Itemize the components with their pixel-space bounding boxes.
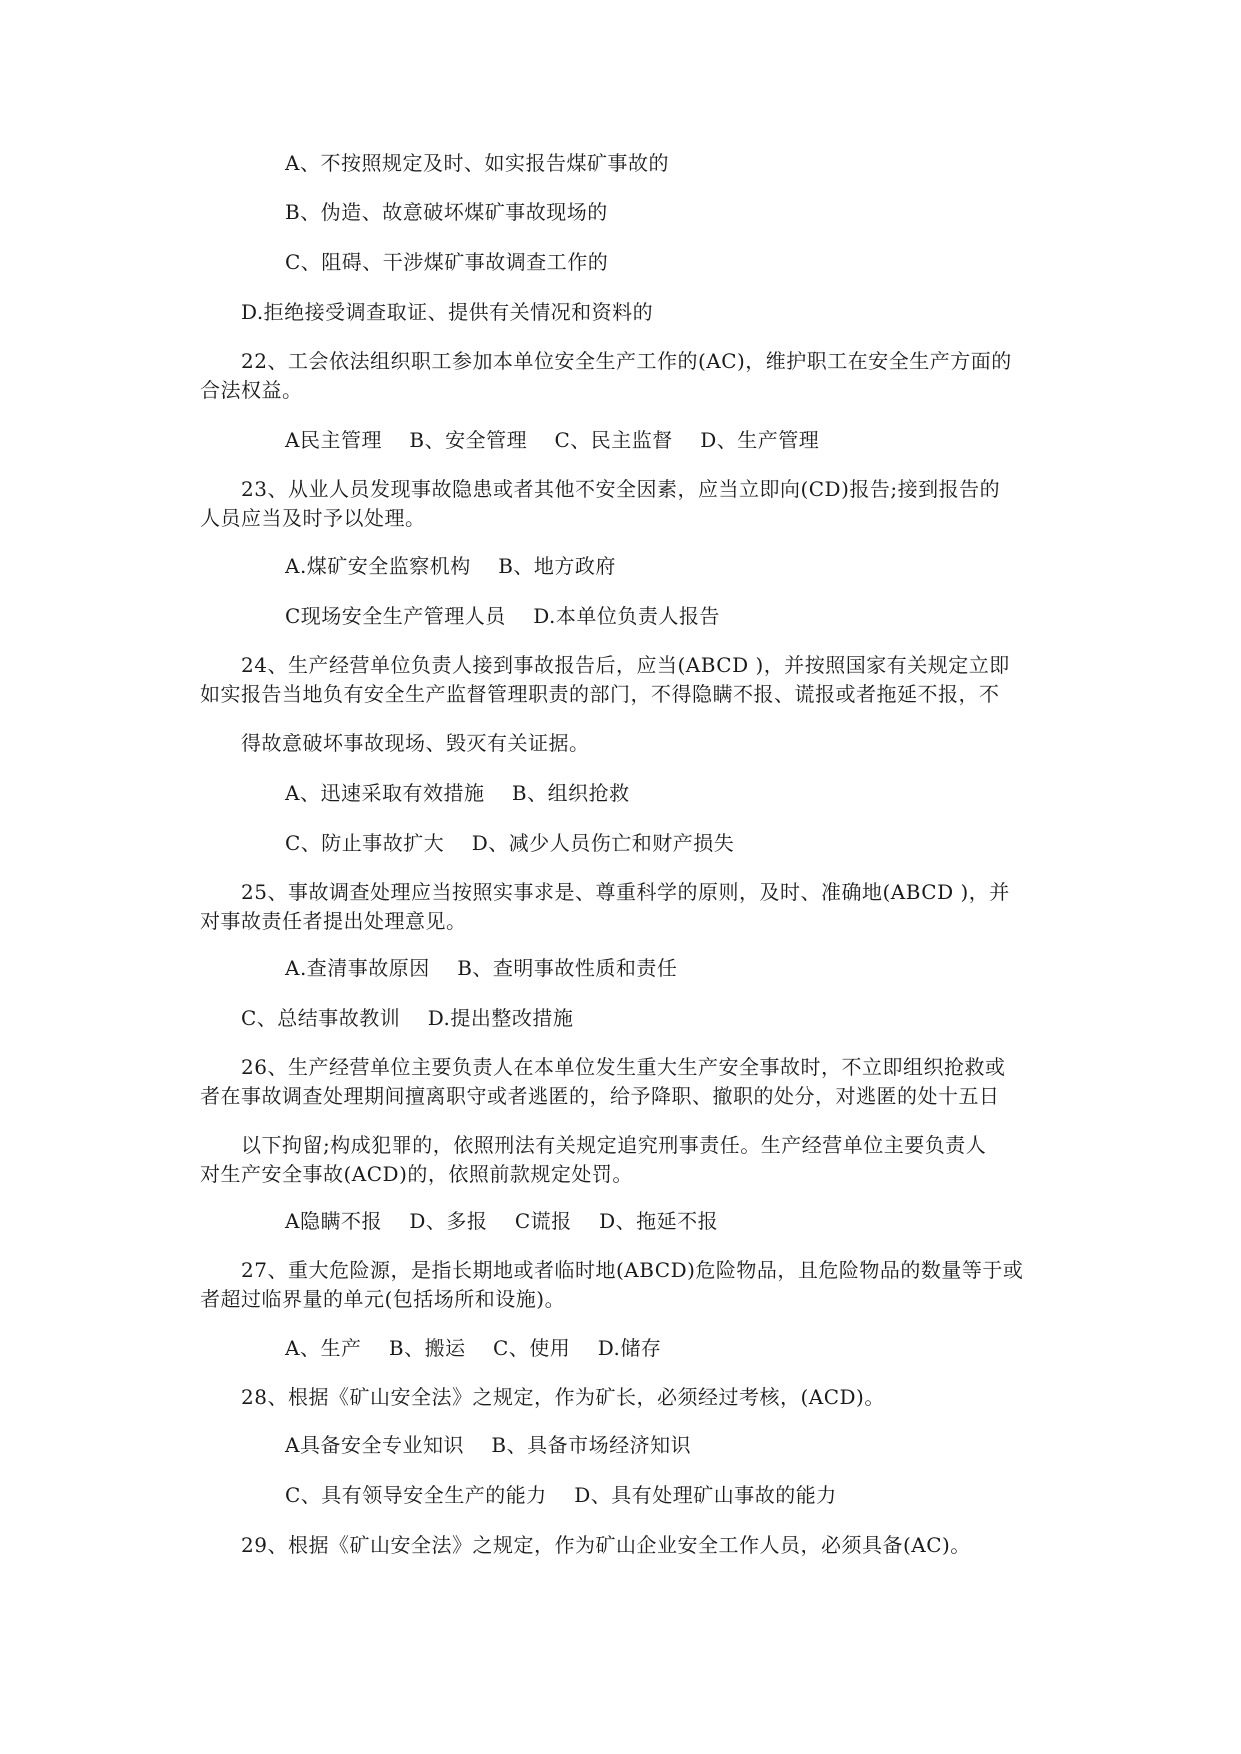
question-26-text: 以下拘留;构成犯罪的，依照刑法有关规定追究刑事责任。生产经营单位主要负责人 — [241, 1133, 987, 1157]
option-line: B、伪造、故意破坏煤矿事故现场的 — [285, 200, 608, 224]
question-27-options: A、生产 B、搬运 C、使用 D.储存 — [285, 1336, 662, 1360]
question-24-text: 24、生产经营单位负责人接到事故报告后，应当(ABCD )，并按照国家有关规定立即 — [241, 653, 1010, 677]
question-28-text: 28、根据《矿山安全法》之规定，作为矿长，必须经过考核，(ACD)。 — [241, 1385, 885, 1409]
question-26-text: 对生产安全事故(ACD)的，依照前款规定处罚。 — [200, 1162, 633, 1186]
question-26-options: A隐瞒不报 D、多报 C谎报 D、拖延不报 — [285, 1209, 719, 1233]
question-23-options: C现场安全生产管理人员 D.本单位负责人报告 — [285, 604, 720, 628]
question-23-options: A.煤矿安全监察机构 B、地方政府 — [285, 554, 616, 578]
question-23-text: 人员应当及时予以处理。 — [200, 506, 426, 530]
question-22-options: A民主管理 B、安全管理 C、民主监督 D、生产管理 — [285, 428, 820, 452]
question-23-text: 23、从业人员发现事故隐患或者其他不安全因素，应当立即向(CD)报告;接到报告的 — [241, 477, 1001, 501]
question-25-options: A.查清事故原因 B、查明事故性质和责任 — [285, 956, 678, 980]
option-line: A、不按照规定及时、如实报告煤矿事故的 — [285, 151, 669, 175]
question-27-text: 者超过临界量的单元(包括场所和设施)。 — [200, 1287, 566, 1311]
question-24-options: C、防止事故扩大 D、减少人员伤亡和财产损失 — [285, 831, 735, 855]
question-24-text: 如实报告当地负有安全生产监督管理职责的部门，不得隐瞒不报、谎报或者拖延不报，不 — [200, 682, 1000, 706]
question-29-text: 29、根据《矿山安全法》之规定，作为矿山企业安全工作人员，必须具备(AC)。 — [241, 1533, 971, 1557]
question-25-text: 25、事故调查处理应当按照实事求是、尊重科学的原则，及时、准确地(ABCD )，并 — [241, 880, 1010, 904]
question-26-text: 者在事故调查处理期间擅离职守或者逃匿的，给予降职、撤职的处分，对逃匿的处十五日 — [200, 1084, 1000, 1108]
question-25-text: 对事故责任者提出处理意见。 — [200, 909, 467, 933]
question-27-text: 27、重大危险源，是指长期地或者临时地(ABCD)危险物品，且危险物品的数量等于或 — [241, 1258, 1024, 1282]
question-25-options: C、总结事故教训 D.提出整改措施 — [241, 1006, 574, 1030]
question-22-text: 22、工会依法组织职工参加本单位安全生产工作的(AC)，维护职工在安全生产方面的 — [241, 349, 1012, 373]
question-24-options: A、迅速采取有效措施 B、组织抢救 — [285, 781, 630, 805]
question-28-options: A具备安全专业知识 B、具备市场经济知识 — [285, 1433, 692, 1457]
option-line: D.拒绝接受调查取证、提供有关情况和资料的 — [241, 300, 654, 324]
question-28-options: C、具有领导安全生产的能力 D、具有处理矿山事故的能力 — [285, 1483, 837, 1507]
option-line: C、阻碍、干涉煤矿事故调查工作的 — [285, 250, 609, 274]
question-26-text: 26、生产经营单位主要负责人在本单位发生重大生产安全事故时，不立即组织抢救或 — [241, 1055, 1006, 1079]
question-24-text: 得故意破坏事故现场、毁灭有关证据。 — [241, 731, 590, 755]
question-22-text: 合法权益。 — [200, 378, 303, 402]
